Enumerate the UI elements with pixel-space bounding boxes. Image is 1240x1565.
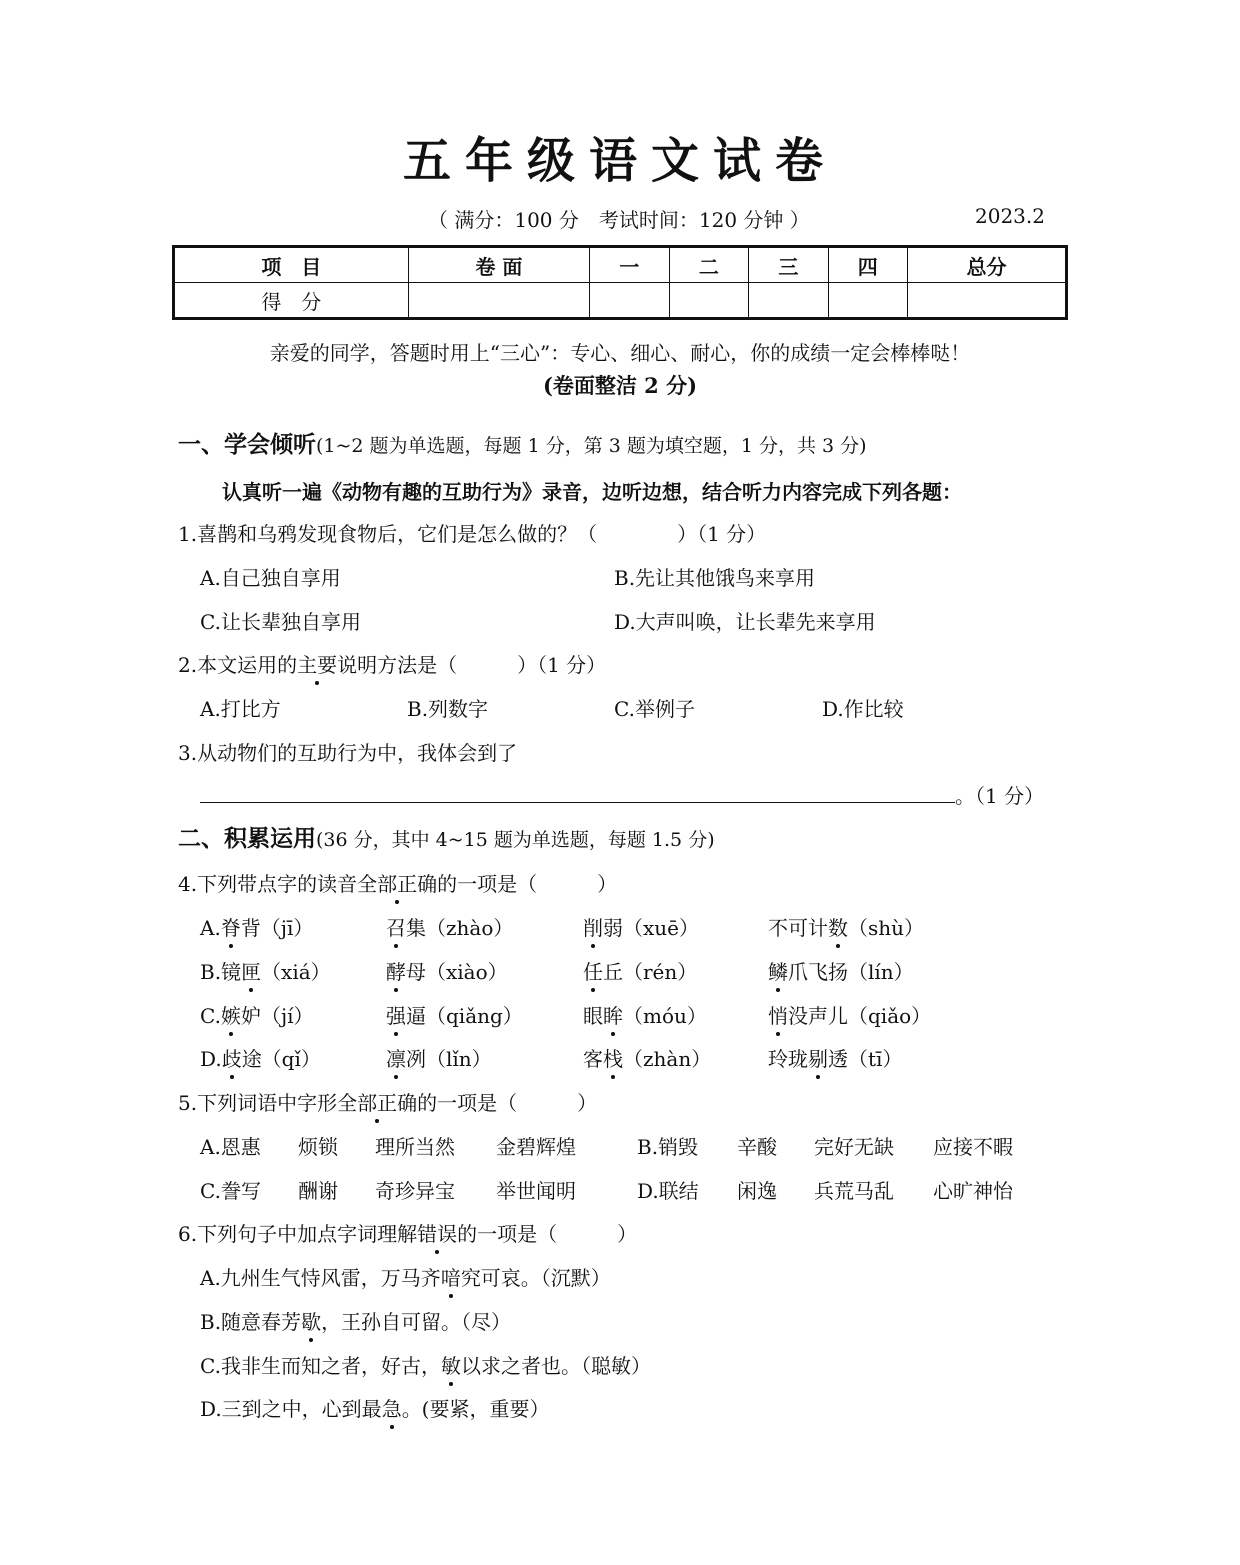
question-2: [178, 649, 606, 678]
q4-option-item[interactable]: [200, 912, 313, 941]
q4-dotted-char: 鳞: [768, 956, 788, 985]
q5-word: 酬谢: [298, 1179, 338, 1203]
q4-option-item: [768, 1000, 931, 1029]
q4-text: 4.下列带点字的读音: [178, 872, 358, 896]
section2-note: (36 分，其中 4~15 题为单选题，每题 1.5 分): [316, 829, 715, 851]
q4-item-text: 眼: [583, 1004, 603, 1028]
q4-item-text: （móu）: [623, 1004, 707, 1028]
q4-item-text: 母（xiào）: [406, 960, 508, 984]
q6-option-text: 。(要紧，重要）: [401, 1397, 550, 1421]
q4-item-text: 集（zhào）: [406, 916, 514, 940]
q2-option-c[interactable]: C.举例子: [614, 697, 695, 721]
score-cell[interactable]: [749, 283, 828, 319]
q6-option-text: D.三到之中，心到最: [200, 1397, 382, 1421]
q4-dotted-char: 数: [828, 912, 848, 941]
question-1: 1.喜鹊和乌鸦发现食物后，它们是怎么做的？（ ）（1 分）: [178, 522, 767, 546]
q5-word: 理所当然: [375, 1135, 455, 1159]
q4-option-item: [583, 956, 697, 985]
q4-option-item: [768, 912, 924, 941]
q4-dotted-char: 歧: [222, 1043, 242, 1072]
q4-option-item: [386, 956, 508, 985]
greeting-text: 亲爱的同学，答题时用上“三心”：专心、细心、耐心，你的成绩一定会棒棒哒！: [269, 341, 971, 365]
q5-word: 奇珍异宝: [375, 1179, 455, 1203]
q4-option-item[interactable]: [200, 956, 331, 985]
q2-option-b[interactable]: B.列数字: [407, 697, 489, 721]
question-3: 3.从动物们的互助行为中，我体会到了: [178, 741, 518, 765]
q6-option-text: C.我非生而知之者，好古，: [200, 1354, 441, 1378]
q4-item-text: 玲珑: [768, 1047, 808, 1071]
q6-option-c[interactable]: [200, 1350, 651, 1379]
q5-word[interactable]: B.销毁: [637, 1135, 699, 1159]
question-5: [178, 1087, 597, 1116]
q4-item-text: 妒（jí）: [240, 1004, 314, 1028]
q4-item-text: （zhàn）: [623, 1047, 712, 1071]
q6-option-text: 究可哀。（沉默）: [460, 1266, 611, 1290]
exam-title: 五年级语文试卷: [402, 133, 837, 189]
q1-option-a[interactable]: A.自己独自享用: [200, 566, 341, 590]
q5-word: 辛酸: [737, 1135, 777, 1159]
q4-dotted-char: 栈: [603, 1043, 623, 1072]
q4-item-text: C.: [200, 1004, 221, 1028]
q4-dotted-char: 削: [583, 912, 603, 941]
q5-text: 5.下列词语中字形: [178, 1091, 338, 1115]
score-cell[interactable]: [590, 283, 669, 319]
neatness-note: (卷面整洁 2 分): [542, 373, 698, 398]
q4-option-item: [386, 1043, 492, 1072]
q4-dotted-char: 匣: [241, 956, 261, 985]
q4-option-item: [768, 956, 914, 985]
score-header-cell: 二: [669, 247, 748, 283]
q4-option-item: [583, 912, 699, 941]
q6-dotted-char: 喑: [441, 1262, 461, 1291]
question-4: [178, 868, 617, 897]
score-row-label: 得 分: [174, 283, 409, 319]
q6-dotted-word: 错误: [417, 1218, 457, 1247]
q4-option-item: [583, 1043, 711, 1072]
q4-item-text: 弱（xuē）: [603, 916, 699, 940]
score-header-cell: 一: [590, 247, 669, 283]
score-cell[interactable]: [408, 283, 590, 319]
q5-word: 举世闻明: [496, 1179, 576, 1203]
section2-heading: [178, 820, 715, 853]
q2-dotted-word: 主要: [297, 649, 337, 678]
q4-item-text: 丘（rén）: [603, 960, 698, 984]
score-cell[interactable]: [908, 283, 1067, 319]
q6-option-d[interactable]: [200, 1393, 550, 1422]
q4-dotted-char: 强: [386, 1000, 406, 1029]
q5-word: 闲逸: [737, 1179, 777, 1203]
section1-title: 一、学会倾听: [178, 432, 316, 458]
q4-dotted-char: 召: [386, 912, 406, 941]
q2-text: 2.本文运用的: [178, 653, 298, 677]
q4-dotted-char: 脊: [221, 912, 241, 941]
q5-word[interactable]: A.恩惠: [200, 1135, 261, 1159]
q4-dotted-char: 凛: [386, 1043, 406, 1072]
q6-dotted-char: 急: [382, 1393, 402, 1422]
q5-word[interactable]: D.联结: [637, 1179, 699, 1203]
q4-dotted-char: 悄: [768, 1000, 788, 1029]
q4-item-text: 客: [583, 1047, 603, 1071]
exam-info: （ 满分：100 分 考试时间：120 分钟 ）: [428, 208, 810, 232]
q6-option-a[interactable]: [200, 1262, 611, 1291]
score-header-cell: 四: [828, 247, 907, 283]
question-6: [178, 1218, 637, 1247]
q1-option-b[interactable]: B.先让其他饿鸟来享用: [614, 566, 816, 590]
q4-option-item: [768, 1043, 902, 1072]
q4-option-item[interactable]: [200, 1043, 321, 1072]
q4-item-text: 冽（lǐn）: [406, 1047, 492, 1071]
score-table-score-row: [174, 283, 1067, 319]
q5-word: 心旷神怡: [933, 1179, 1013, 1203]
q4-item-text: 爪飞扬（lín）: [788, 960, 914, 984]
score-cell[interactable]: [669, 283, 748, 319]
q5-word: 应接不暇: [933, 1135, 1013, 1159]
q3-answer-line[interactable]: [200, 802, 955, 803]
q6-option-text: B.随意春芳: [200, 1310, 302, 1334]
score-cell[interactable]: [828, 283, 907, 319]
q4-option-item: [386, 912, 513, 941]
q4-dotted-char: 眸: [603, 1000, 623, 1029]
q6-text: 的一项是（ ）: [457, 1222, 638, 1246]
q4-text: 的一项是（ ）: [437, 872, 618, 896]
q4-item-text: A.: [200, 916, 221, 940]
q6-option-text: A.九州生气恃风雷，万马齐: [200, 1266, 441, 1290]
q6-option-text: 以求之者也。（聪敏）: [460, 1354, 651, 1378]
q4-item-text: 透（tī）: [828, 1047, 903, 1071]
q6-dotted-char: 敏: [441, 1350, 461, 1379]
section2-title: 二、积累运用: [178, 826, 316, 852]
score-header-cell: 总分: [908, 247, 1067, 283]
q5-word: 完好无缺: [814, 1135, 894, 1159]
q5-word: 烦锁: [298, 1135, 338, 1159]
q4-item-text: 逼（qiǎng）: [406, 1004, 523, 1028]
q5-word: 兵荒马乱: [814, 1179, 894, 1203]
q4-item-text: （xiá）: [261, 960, 331, 984]
q4-dotted-word: 全部正确: [357, 868, 437, 897]
q6-dotted-char: 歇: [301, 1306, 321, 1335]
q5-dotted-word: 全部正确: [337, 1087, 417, 1116]
q4-item-text: D.: [200, 1047, 222, 1071]
q4-item-text: 背（jī）: [240, 916, 314, 940]
q2-option-a[interactable]: A.打比方: [200, 697, 281, 721]
q4-option-item: [583, 1000, 707, 1029]
q4-dotted-char: 剔: [808, 1043, 828, 1072]
exam-date: 2023.2: [975, 204, 1045, 228]
q3-score: 。（1 分）: [955, 784, 1045, 808]
q4-item-text: B.镜: [200, 960, 242, 984]
score-header-cell: 项 目: [174, 247, 409, 283]
q5-text: 的一项是（ ）: [417, 1091, 598, 1115]
q4-option-item[interactable]: [200, 1000, 314, 1029]
q6-option-b[interactable]: [200, 1306, 511, 1335]
score-table-header-row: [174, 247, 1067, 283]
q4-item-text: 不可计: [768, 916, 828, 940]
q4-dotted-char: 嫉: [221, 1000, 241, 1029]
q4-item-text: 途（qǐ）: [241, 1047, 321, 1071]
q4-item-text: 没声儿（qiǎo）: [788, 1004, 932, 1028]
q4-dotted-char: 任: [583, 956, 603, 985]
q1-option-c[interactable]: C.让长辈独自享用: [200, 610, 361, 634]
q1-option-d[interactable]: D.大声叫唤，让长辈先来享用: [614, 610, 876, 634]
q5-word[interactable]: C.誊写: [200, 1179, 261, 1203]
score-header-cell: 三: [749, 247, 828, 283]
q6-text: 6.下列句子中加点字词理解: [178, 1222, 418, 1246]
score-header-cell: 卷 面: [408, 247, 590, 283]
q2-option-d[interactable]: D.作比较: [822, 697, 904, 721]
q4-option-item: [386, 1000, 523, 1029]
score-table: [172, 245, 1068, 320]
q6-option-text: ，王孙自可留。（尽）: [321, 1310, 512, 1334]
q2-text: 说明方法是（ ）（1 分）: [337, 653, 607, 677]
q4-item-text: （shù）: [848, 916, 925, 940]
section1-note: (1~2 题为单选题，每题 1 分，第 3 题为填空题，1 分，共 3 分): [316, 435, 867, 457]
section1-heading: [178, 426, 867, 459]
listening-instruction: 认真听一遍《动物有趣的互助行为》录音，边听边想，结合听力内容完成下列各题：: [222, 480, 962, 504]
q5-word: 金碧辉煌: [496, 1135, 576, 1159]
q4-dotted-char: 酵: [386, 956, 406, 985]
